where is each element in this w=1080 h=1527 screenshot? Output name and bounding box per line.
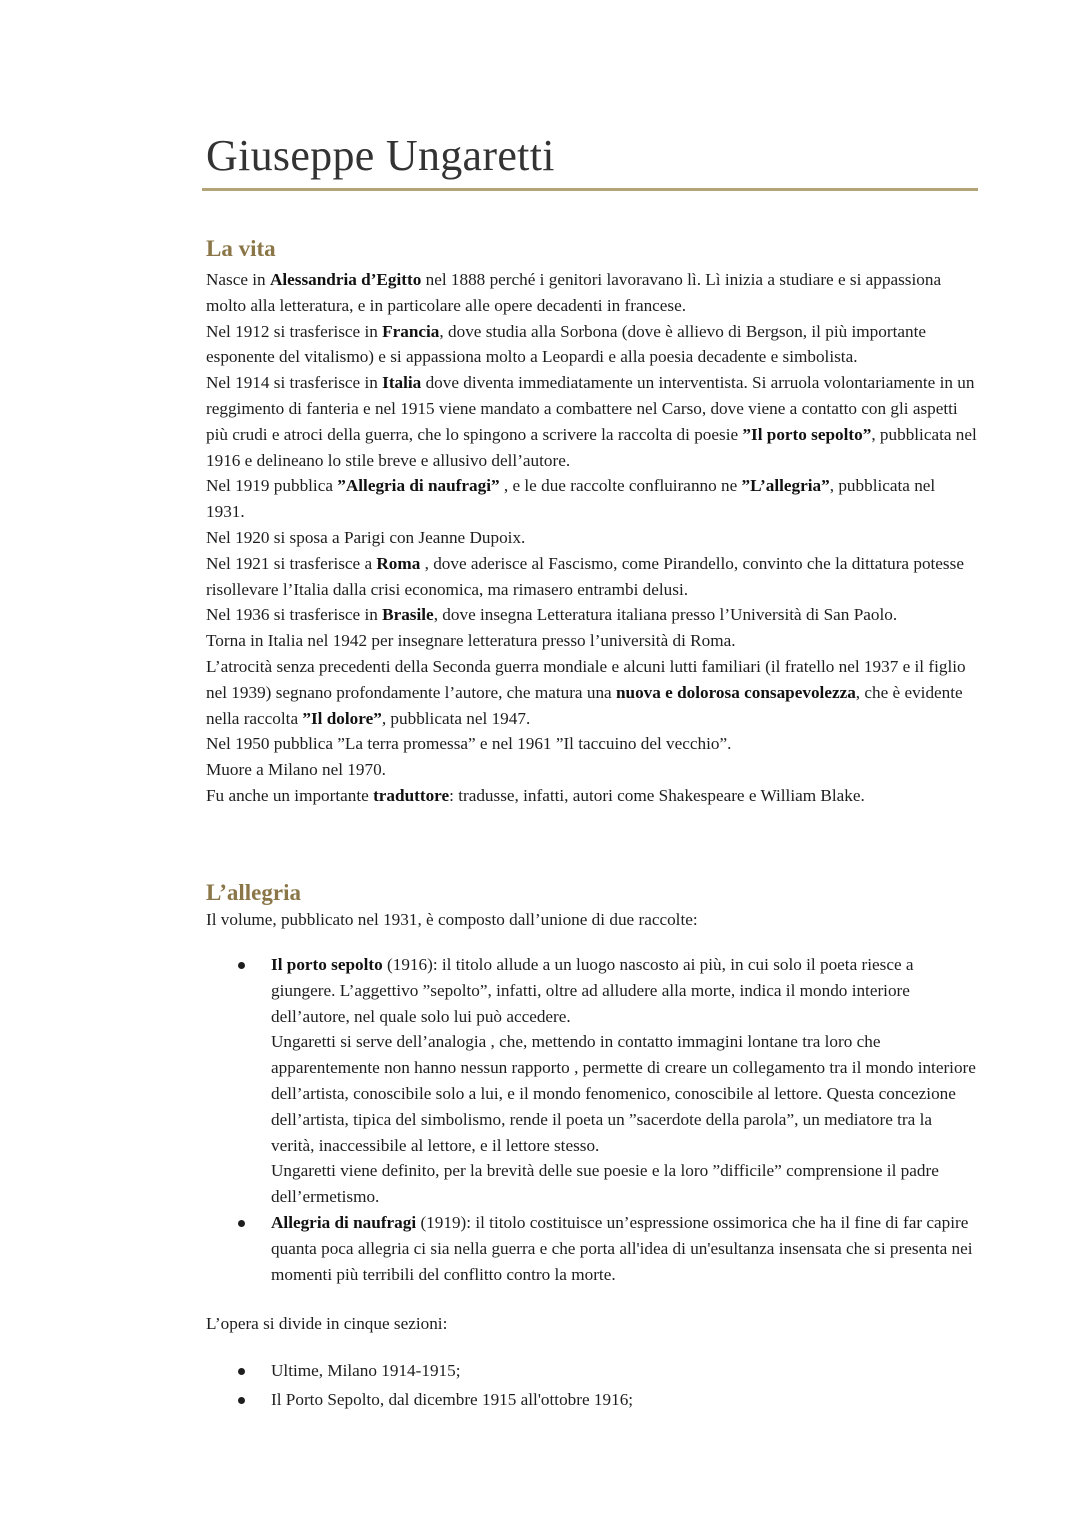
bullet-icon — [238, 1368, 245, 1375]
text-span: , pubblicata nel 1947. — [381, 708, 531, 728]
bold-text: traduttore — [373, 785, 450, 805]
vita-paragraph — [206, 319, 978, 371]
vita-paragraph — [206, 473, 978, 525]
vita-paragraph — [206, 654, 978, 731]
vita-paragraph — [206, 267, 978, 319]
section-heading-allegria: L’allegria — [206, 880, 301, 905]
bullet-icon — [238, 1397, 245, 1404]
section-heading-vita: La vita — [206, 236, 276, 261]
text-span: , dove aderisce al Fascismo, come Pirandello, convinto che la dittatura potesse risollevare l’Italia dalla crisi economica, ma rimasero entrambi delusi. — [206, 553, 964, 599]
text-span: Nel 1912 si trasferisce in — [206, 321, 383, 341]
text-span: Ungaretti si serve dell’analogia , che, mettendo in contatto immagini lontane tra loro che apparentemente non hanno nessun rapporto , permette di creare un collegamento tra il mondo interiore dell’artista, conoscibile solo a lui, e il mondo fenomenico, conoscibile al lettore. Questa concezione dell’artista, tipica del simbolismo, rende il poeta un ”sacerdote della parola”, un mediatore tra la verità, inaccessibile al lettore, e il lettore stesso. — [271, 1032, 976, 1155]
text-span: Nel 1921 si trasferisce a — [206, 553, 377, 573]
vita-paragraph: Nel 1920 si sposa a Parigi con Jeanne Dupoix. — [206, 527, 526, 547]
list-item — [206, 1210, 978, 1287]
text-span: Nel 1936 si trasferisce in — [206, 605, 383, 625]
sezioni-intro: L’opera si divide in cinque sezioni: — [206, 1314, 448, 1333]
sezioni-list — [206, 1358, 978, 1416]
vita-paragraph: Muore a Milano nel 1970. — [206, 760, 386, 780]
title-divider — [202, 188, 978, 191]
text-span: , pubblicata nel 1931. — [206, 476, 936, 522]
bullet-icon — [238, 1220, 245, 1227]
bold-text: Italia — [382, 373, 422, 393]
bold-text: Francia — [382, 321, 440, 341]
text-span: Ungaretti viene definito, per la brevità delle sue poesie e la loro ”difficile” comprensione il padre dell’ermetismo. — [271, 1161, 939, 1207]
text-span: , che è evidente nella raccolta — [206, 682, 963, 728]
text-span: , e le due raccolte confluiranno ne — [499, 476, 742, 496]
vita-paragraph — [206, 551, 978, 603]
text-span: Nel 1919 pubblica — [206, 476, 338, 496]
bold-text: ”Il dolore” — [302, 708, 382, 728]
vita-paragraph: Torna in Italia nel 1942 per insegnare letteratura presso l’università di Roma. — [206, 631, 736, 651]
bold-text: ”Allegria di naufragi” — [337, 476, 500, 496]
vita-paragraph — [206, 370, 978, 473]
document-page — [206, 128, 978, 1409]
list-item — [206, 1387, 978, 1413]
bold-text: Alessandria d’Egitto — [269, 270, 422, 289]
text-span: Fu anche un importante — [206, 785, 374, 805]
bullet-icon — [238, 962, 245, 969]
vita-paragraph — [206, 602, 978, 628]
bold-text: nuova e dolorosa consapevolezza — [615, 682, 856, 702]
page-title: Giuseppe Ungaretti — [206, 131, 555, 180]
bold-text: ”Il porto sepolto” — [742, 424, 872, 444]
vita-paragraph: Nel 1950 pubblica ”La terra promessa” e nel 1961 ”Il taccuino del vecchio”. — [206, 734, 732, 754]
vita-paragraph — [206, 783, 978, 809]
text-span: nel 1888 perché i genitori lavoravano lì. Lì inizia a studiare e si appassiona molto alla letteratura, e in particolare alle opere decadenti in francese. — [206, 270, 942, 315]
text-span: dove diventa immediatamente un interventista. Si arruola volontariamente in un reggimento di fanteria e nel 1915 viene mandato a combattere nel Carso, dove viene a contatto con gli aspetti più crudi e atroci della guerra, che lo spingono a scrivere la raccolta di poesie — [206, 373, 975, 444]
allegria-intro: Il volume, pubblicato nel 1931, è composto dall’unione di due raccolte: — [206, 910, 698, 929]
text-span: Ultime, Milano 1914-1915; — [271, 1361, 461, 1380]
text-span: (1916): il titolo allude a un luogo nascosto ai più, in cui solo il poeta riesce a giungere. L’aggettivo ”sepolto”, infatti, oltre ad alludere alla morte, indica il mondo interiore dell’autore, nel quale solo lui può accedere. — [271, 955, 914, 1026]
text-span: (1919): il titolo costituisce un’espressione ossimorica che ha il fine di far capire quanta poca allegria ci sia nella guerra e che porta all'idea di un'esultanza insensata che si presenta nei momenti più terribili del conflitto contro la morte. — [271, 1212, 973, 1284]
bold-text: Roma — [376, 553, 421, 573]
text-span: : tradusse, infatti, autori come Shakespeare e William Blake. — [449, 785, 865, 805]
text-span: Nel 1914 si trasferisce in — [206, 373, 383, 393]
raccolte-list — [206, 952, 978, 1287]
text-span: , dove studia alla Sorbona (dove è allievo di Bergson, il più importante esponente del vitalismo) e si appassiona molto a Leopardi e alla poesia decadente e simbolista. — [206, 321, 926, 367]
list-item — [206, 952, 978, 1210]
bold-text: ”L’allegria” — [741, 476, 830, 496]
vita-body — [206, 267, 978, 809]
text-span: Nasce in — [206, 270, 270, 289]
text-span: , pubblicata nel 1916 e delineano lo stile breve e allusivo dell’autore. — [206, 424, 977, 470]
list-item — [206, 1358, 978, 1384]
text-span: L’atrocità senza precedenti della Seconda guerra mondiale e alcuni lutti familiari (il fratello nel 1937 e il figlio nel 1939) segnano profondamente l’autore, che matura una — [206, 656, 966, 702]
bold-text: Allegria di naufragi — [271, 1212, 417, 1232]
bold-text: Brasile — [382, 605, 434, 625]
bold-text: Il porto sepolto — [271, 955, 383, 974]
text-span: , dove insegna Letteratura italiana presso l’Università di San Paolo. — [433, 605, 898, 625]
text-span: Il Porto Sepolto, dal dicembre 1915 all'ottobre 1916; — [271, 1389, 634, 1409]
